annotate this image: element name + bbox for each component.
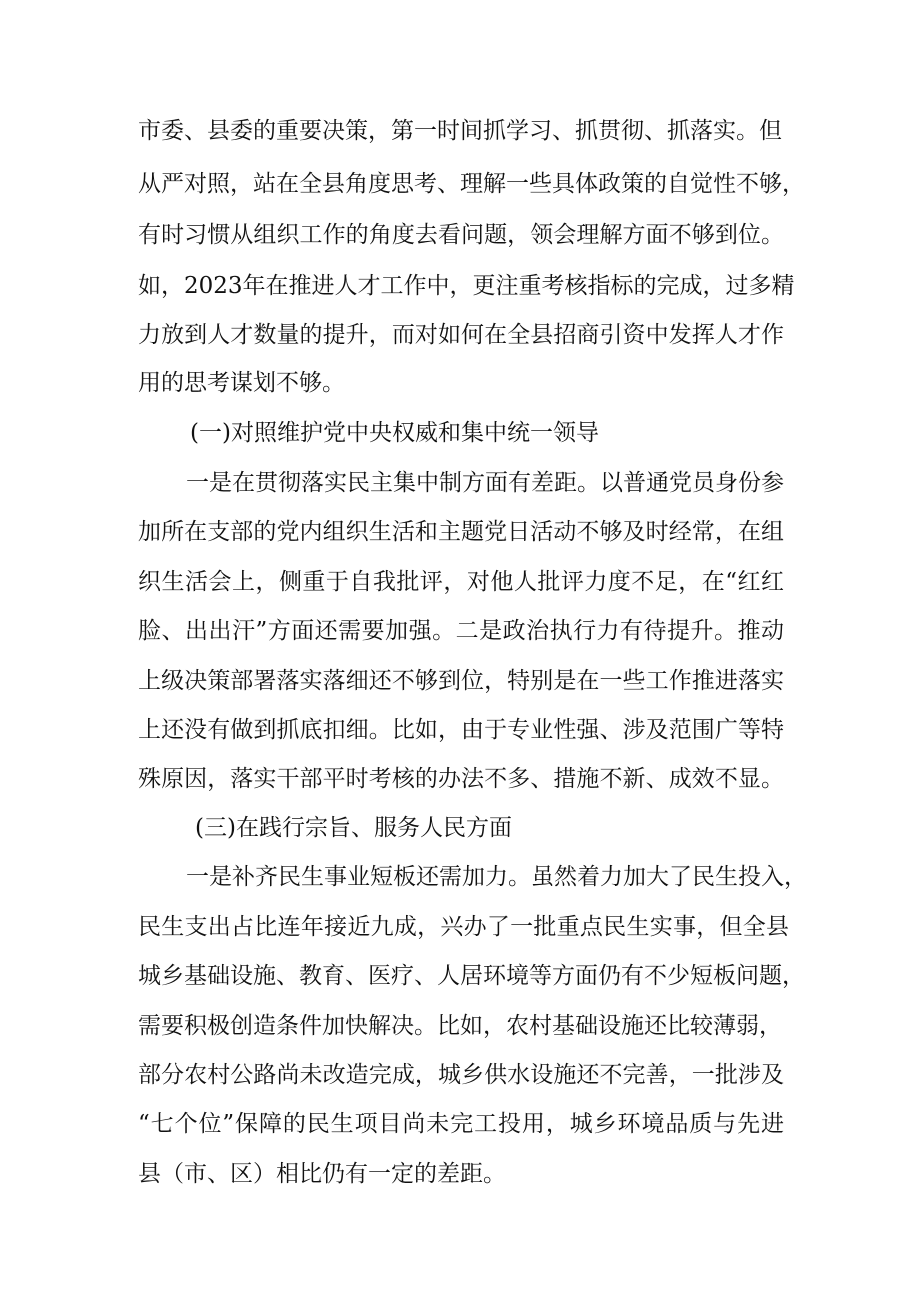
text-line: 从严对照，站在全县角度思考、理解一些具体政策的自觉性不够，: [138, 171, 805, 197]
text-line: 加所在支部的党内组织生活和主题党日活动不够及时经常，在组: [138, 519, 784, 545]
text-line: 脸、出出汗”方面还需要加强。二是政治执行力有待提升。推动: [138, 618, 784, 644]
section-heading: (一)对照维护党中央权威和集中统一领导: [190, 420, 599, 446]
text-line: 有时习惯从组织工作的角度去看问题，领会理解方面不够到位。: [138, 222, 784, 248]
text-line: 部分农村公路尚未改造完成，城乡供水设施还不完善，一批涉及: [138, 1062, 784, 1088]
text-line: 用的思考谋划不够。: [138, 370, 345, 396]
text-line: 城乡基础设施、教育、医疗、人居环境等方面仍有不少短板问题，: [138, 963, 805, 989]
text-line: 力放到人才数量的提升，而对如何在全县招商引资中发挥人才作: [138, 322, 784, 348]
text-line: 一是补齐民生事业短板还需加力。虽然着力加大了民生投入，: [186, 864, 807, 890]
text-line: 需要积极创造条件加快解决。比如，农村基础设施还比较薄弱，: [138, 1013, 782, 1039]
text-line: 上级决策部署落实落细还不够到位，特别是在一些工作推进落实: [138, 668, 784, 694]
text-line: 如，2023年在推进人才工作中，更注重考核指标的完成，过多精: [138, 273, 795, 299]
text-line: 市委、县委的重要决策，第一时间抓学习、抓贯彻、抓落实。但: [138, 118, 782, 144]
text-line: 织生活会上，侧重于自我批评，对他人批评力度不足，在“红红: [138, 569, 784, 595]
text-line: 殊原因，落实干部平时考核的办法不多、措施不新、成效不显。: [138, 766, 784, 792]
text-line: 上还没有做到抓底扣细。比如，由于专业性强、涉及范围广等特: [138, 717, 784, 743]
section-heading: (三)在践行宗旨、服务人民方面: [195, 815, 512, 841]
text-line: 民生支出占比连年接近九成，兴办了一批重点民生实事，但全县: [138, 914, 789, 940]
text-line: 一是在贯彻落实民主集中制方面有差距。以普通党员身份参: [186, 470, 784, 496]
text-line: 县（市、区）相比仍有一定的差距。: [138, 1161, 506, 1187]
text-line: “七个位”保障的民生项目尚未完工投用，城乡环境品质与先进: [138, 1111, 784, 1137]
